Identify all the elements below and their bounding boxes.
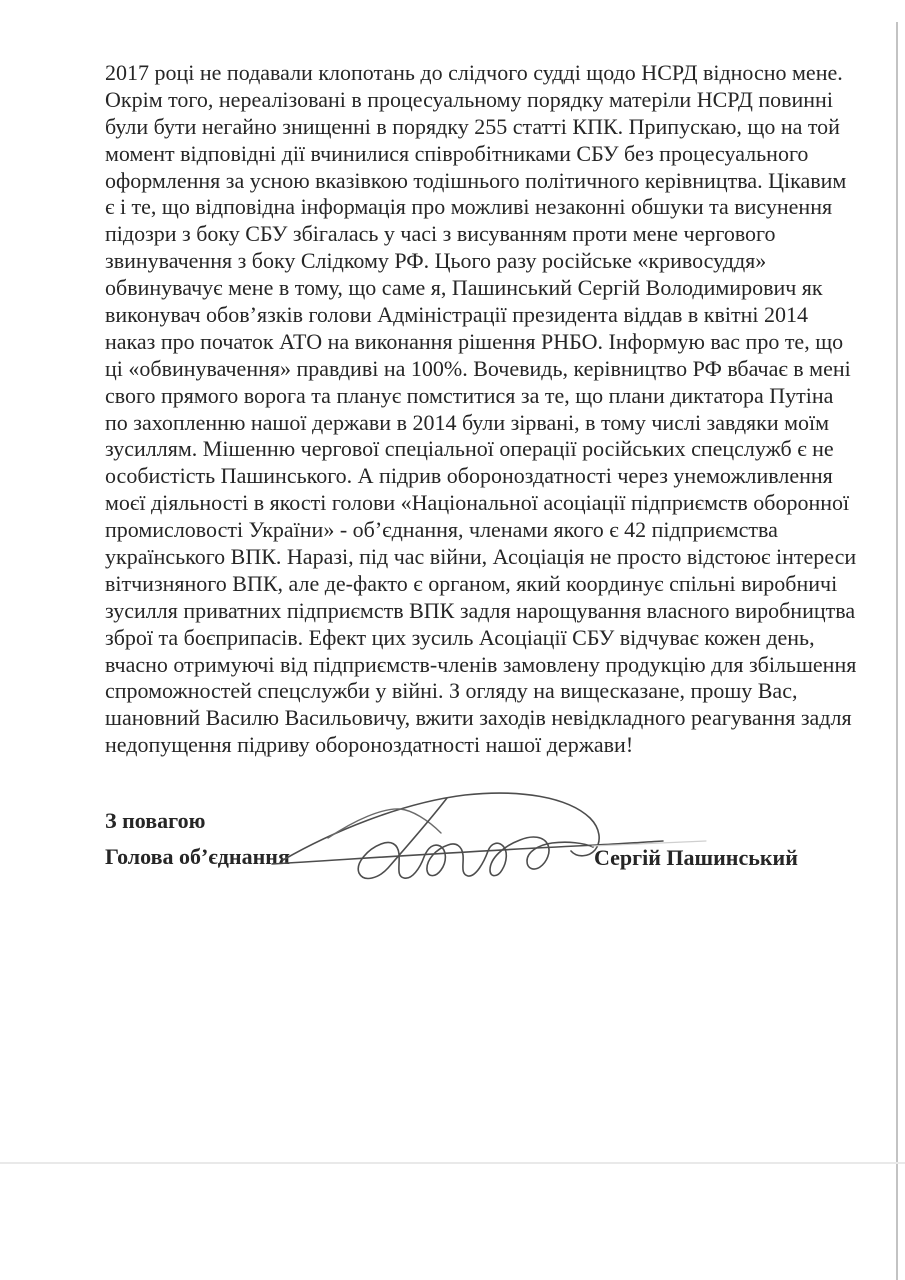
text-line: виконувач обов’язків голови Адміністрації президента віддав в квітні 2014 (105, 302, 808, 328)
text-line: моєї діяльності в якості голови «Національної асоціації підприємств оборонної (105, 490, 850, 516)
text-line: наказ про початок АТО на виконання рішення РНБО. Інформую вас про те, що (105, 328, 844, 354)
text-line: вітчизняного ВПК, але де-факто є органом, який координує спільні виробничі (105, 570, 838, 596)
text-line: вчасно отримуючі від підприємств-членів замовлену продукцію для збільшення (105, 651, 857, 677)
signer-title: Голова об’єднання (105, 844, 290, 869)
text-line: українського ВПК. Наразі, під час війни, Асоціація не просто відстоює інтереси (105, 544, 857, 570)
text-line: момент відповідні дії вчинилися співробітниками СБУ без процесуального (105, 140, 809, 166)
text-line: промисловості України» - об’єднання, членами якого є 42 підприємства (105, 517, 778, 543)
scan-page-edge-horizontal (0, 1162, 905, 1164)
text-line: обвинувачує мене в тому, що саме я, Пашинський Сергій Володимирович як (105, 275, 823, 301)
signer-name: Сергій Пашинський (594, 845, 798, 870)
text-line: 2017 році не подавали клопотань до слідчого судді щодо НСРД відносно мене. (105, 60, 843, 85)
closing-regards: З повагою (105, 808, 206, 833)
text-line: підозри з боку СБУ збігалась у часі з висуванням проти мене чергового (105, 221, 776, 247)
text-line: оформлення за усною вказівкою тодішнього політичного керівництва. Цікавим (105, 167, 847, 193)
text-line: були бути негайно знищенні в порядку 255 статті КПК. Припускаю, що на той (105, 113, 840, 139)
text-line: зусилля приватних підприємств ВПК задля нарощування власного виробництва (105, 597, 856, 623)
text-line: ці «обвинувачення» правдиві на 100%. Вочевидь, керівництво РФ вбачає в мені (105, 355, 851, 381)
text-line: шановний Василю Васильовичу, вжити заходів невідкладного реагування задля (105, 705, 852, 731)
scan-page-edge-vertical (896, 22, 898, 1280)
text-line: зброї та боєприпасів. Ефект цих зусиль Асоціації СБУ відчуває кожен день, (105, 624, 815, 650)
text-line: звинувачення з боку Слідкому РФ. Цього разу російське «кривосуддя» (105, 248, 767, 274)
text-line: особистість Пашинського. А підрив обороноздатності через унеможливлення (105, 463, 833, 489)
text-line: свого прямого ворога та планує помститися за те, що плани диктатора Путіна (105, 382, 834, 408)
text-line: недопущення підриву обороноздатності нашої держави! (105, 732, 634, 758)
text-line: по захопленню нашої держави в 2014 були зірвані, в тому числі завдяки моїм (105, 409, 830, 435)
handwritten-signature-icon (250, 770, 720, 900)
text-line: є і те, що відповідна інформація про можливі незаконні обшуки та висунення (105, 194, 833, 220)
text-line: Окрім того, нереалізовані в процесуальному порядку матеріли НСРД повинні (105, 86, 833, 112)
text-line: зусиллям. Мішенню чергової спеціальної операції російських спецслужб є не (105, 436, 834, 462)
text-line: спроможностей спецслужби у війні. З огляду на вищесказане, прошу Вас, (105, 678, 798, 704)
letter-body (105, 60, 875, 759)
